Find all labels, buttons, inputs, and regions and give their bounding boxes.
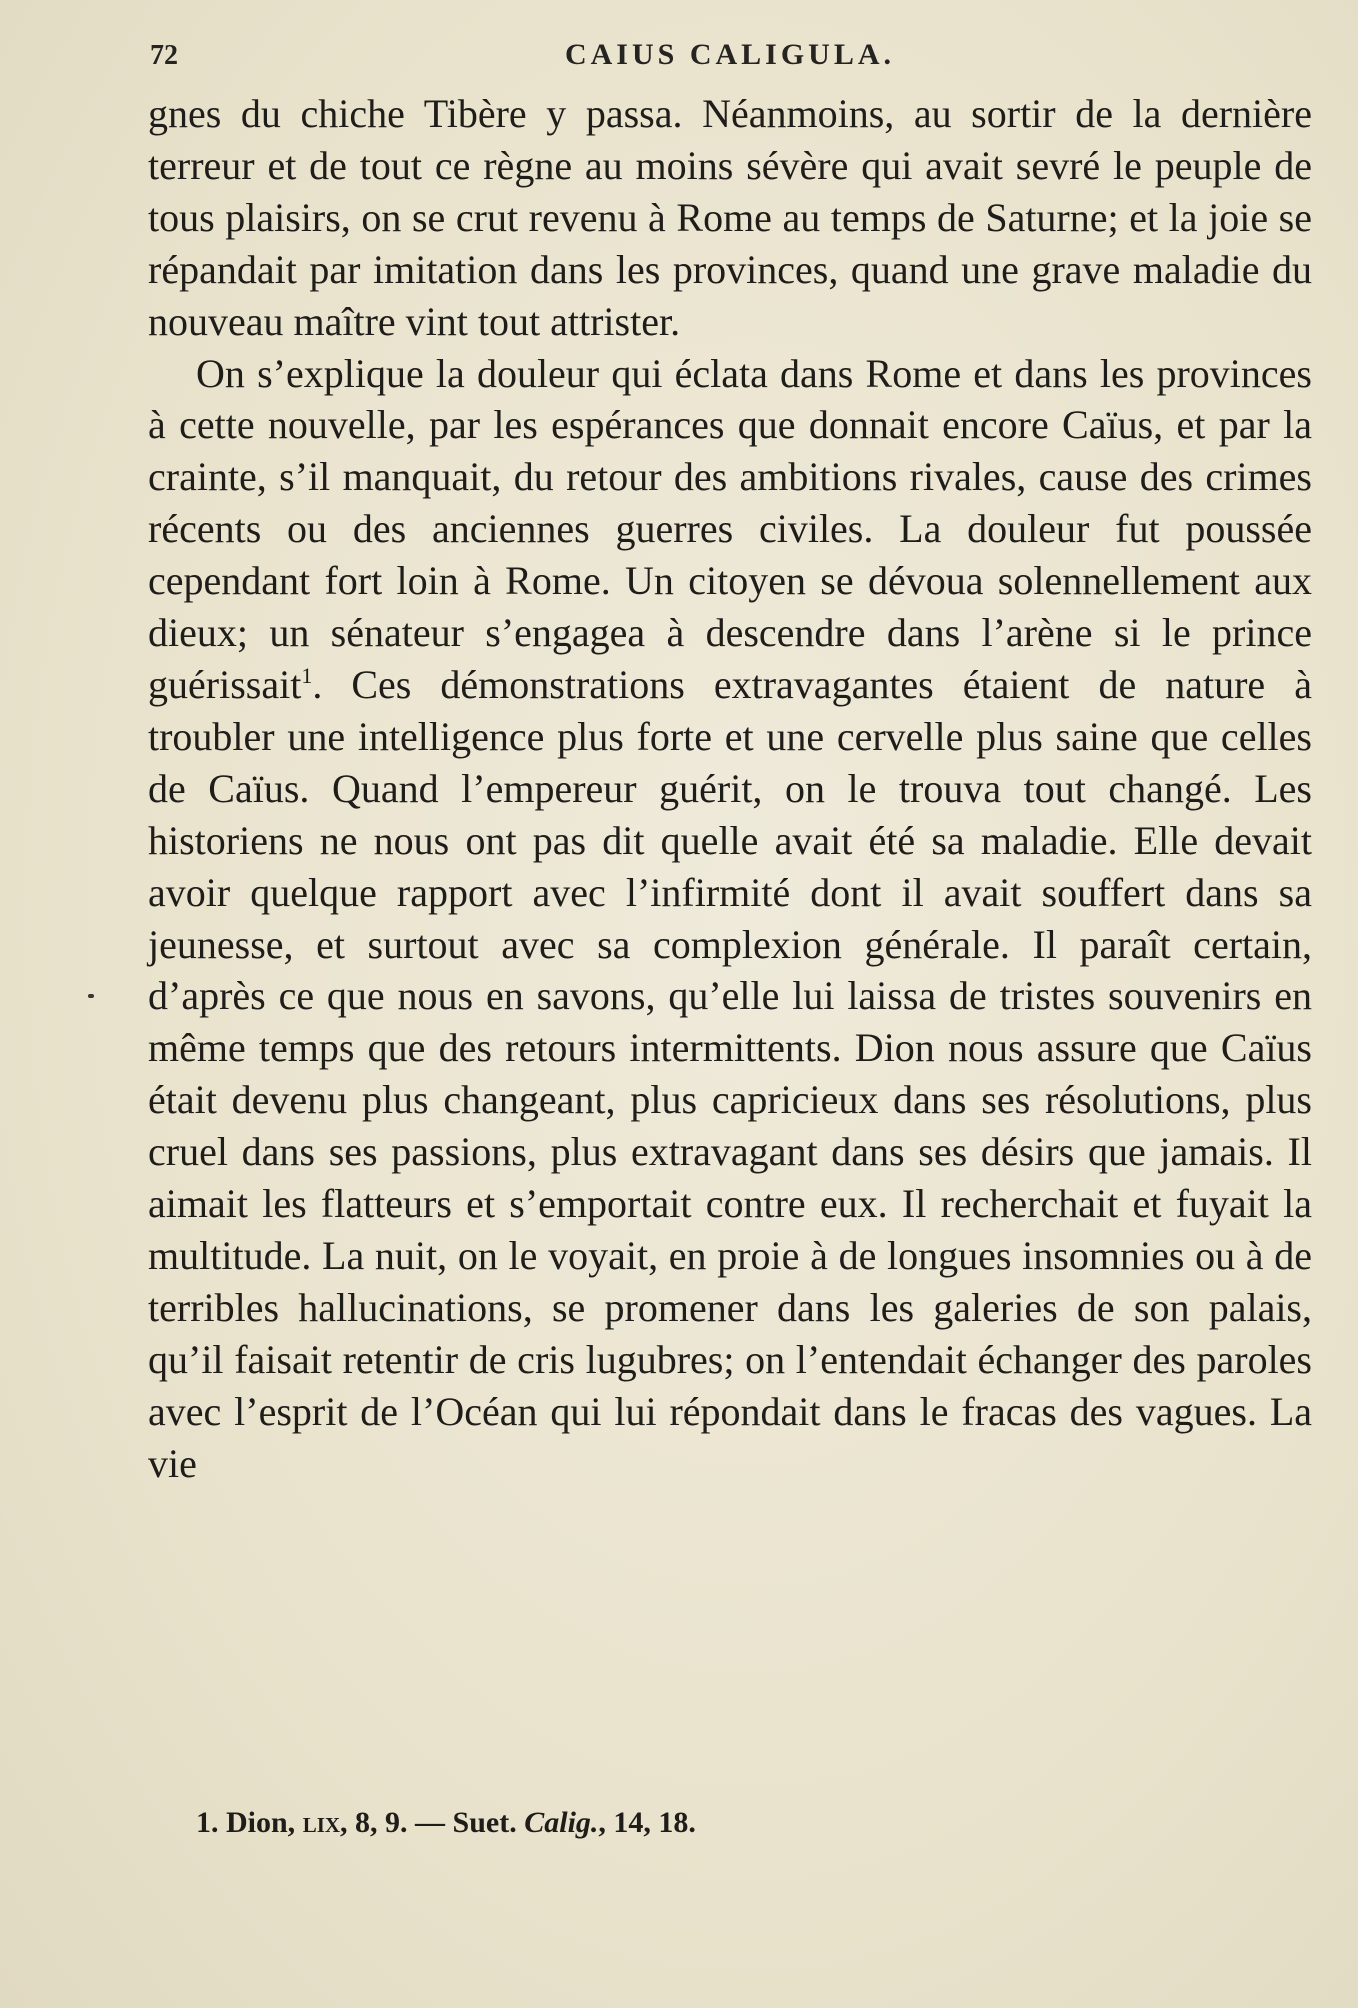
body-text [148,88,1312,1489]
margin-mark [88,994,94,998]
footnote-reference: 1 [301,662,313,688]
paragraph-1: gnes du chiche Tibère y passa. Néanmoins, au sortir de la dernière terreur et de tout ce règne au moins sévère qui avait sevré le peuple de tous plaisirs, on se crut revenu à Rome au temps de Saturne; et la joie se répandait par imitation dans les provinces, quand une grave maladie du nouveau maître vint tout attrister. [148,91,1312,344]
footnote-number: 1. [196,1806,219,1839]
paragraph-2-text-before-note: On s’explique la douleur qui éclata dans Rome et dans les provinces à cette nouvelle, par les espérances que donnait encore Caïus, et par la crainte, s’il manquait, du retour des ambitions rivales, cause des crimes récents ou des anciennes guerres civiles. La douleur fut poussée cependant fort loin à Rome. Un citoyen se dévoua solennellement aux dieux; un sénateur s’engagea à descendre dans l’arène si le prince guérissait [148,350,1312,707]
footnote-work: Calig. [524,1806,599,1839]
running-head: CAIUS CALIGULA. [564,38,896,71]
footnote-author-dion: Dion, [226,1806,296,1839]
footnote [196,1806,1296,1840]
page-number: 72 [150,40,178,71]
footnote-refs-suet: , 14, 18. [598,1806,696,1839]
footnote-book: lix, [302,1806,348,1839]
footnote-refs-dion: 8, 9. — [355,1806,446,1839]
page-header [150,36,1310,76]
paragraph-2-text-after-note: . Ces démonstrations extravagantes étaient de nature à troubler une intelligence plus forte et une cervelle plus saine que celles de Caïus. Quand l’empereur guérit, on le trouva tout changé. Les historiens ne nous ont pas dit quelle avait été sa maladie. Elle devait avoir quelque rapport avec l’infirmité dont il avait souffert dans sa jeunesse, et surtout avec sa complexion générale. Il paraît certain, d’après ce que nous en savons, qu’elle lui laissa de tristes souvenirs en même temps que des retours intermittents. Dion nous assure que Caïus était devenu plus changeant, plus capricieux dans ses résolutions, plus cruel dans ses passions, plus extravagant dans ses désirs que jamais. Il aimait les flatteurs et s’emportait contre eux. Il recherchait et fuyait la multitude. La nuit, on le voyait, en proie à de longues insomnies ou à de terribles hallucinations, se promener dans les galeries de son palais, qu’il faisait retentir de cris lugubres; on l’entendait échanger des paroles avec l’esprit de l’Océan qui lui répondait dans le fracas des vagues. La vie [148,661,1312,1486]
paragraph-2 [148,348,1312,1490]
footnote-author-suet: Suet. [452,1806,517,1839]
